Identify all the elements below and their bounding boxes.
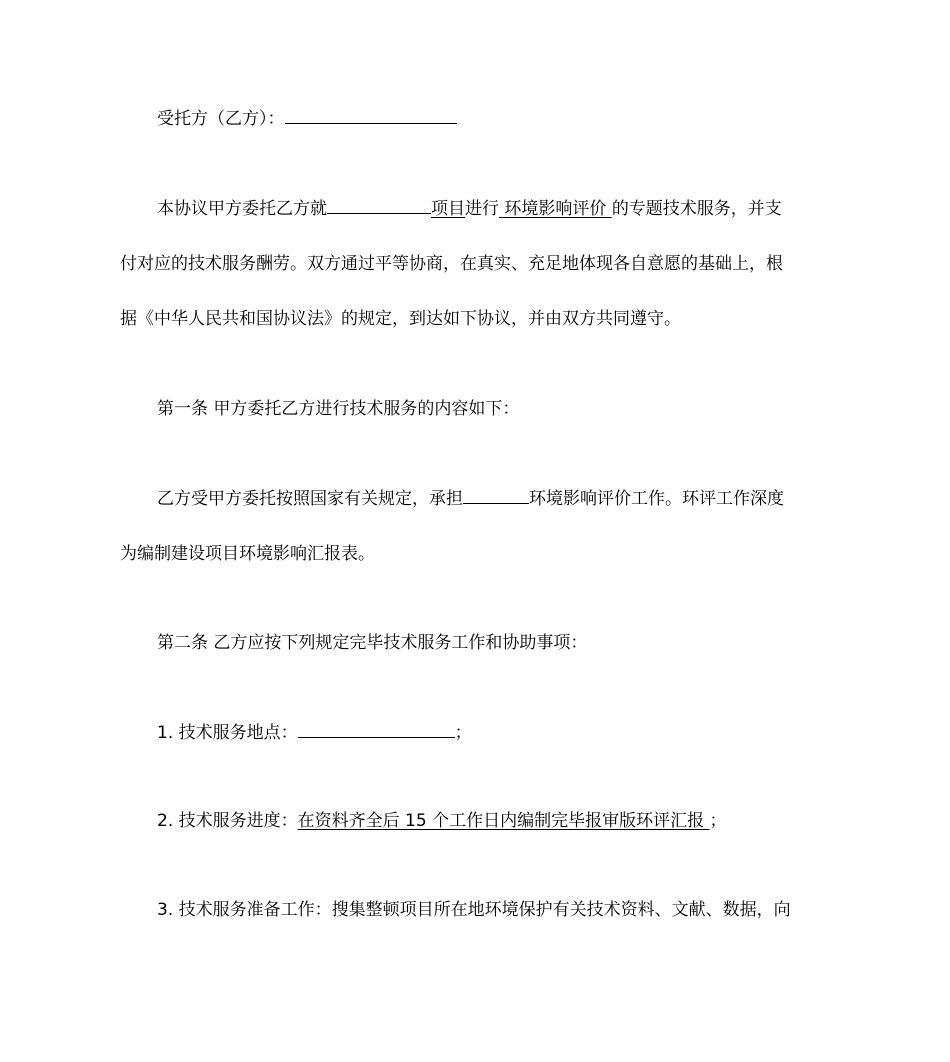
article1-body-b: 环境影响评价工作。环评工作深度 <box>529 489 784 509</box>
project-blank <box>327 196 431 214</box>
item1-end: ； <box>454 723 472 743</box>
topic-underlined: 环境影响评价 <box>499 199 612 219</box>
article1-title: 第一条 甲方委托乙方进行技术服务的内容如下： <box>157 399 520 419</box>
intro-line-1 <box>157 196 869 221</box>
party-b-blank <box>285 106 457 124</box>
intro-line-2: 付对应的技术服务酬劳。双方通过平等协商，在真实、充足地体现各自意愿的基础上，根 <box>120 254 783 274</box>
article2-item-3: 3. 技术服务准备工作：搜集整顿项目所在地环境保护有关技术资料、文献、数据，向 <box>157 900 791 920</box>
item2-label: 2. 技术服务进度： <box>157 811 298 831</box>
article1-body-line-1 <box>157 486 869 511</box>
intro-text-a: 本协议甲方委托乙方就 <box>157 199 327 219</box>
party-b-line <box>157 106 869 131</box>
article1-blank <box>463 486 529 504</box>
intro-text-b: 进行 <box>465 199 499 219</box>
project-word: 项目 <box>431 199 465 219</box>
article1-body-a: 乙方受甲方委托按照国家有关规定，承担 <box>157 489 463 509</box>
intro-text-c: 的专题技术服务，并支 <box>611 199 782 219</box>
party-b-label: 受托方（乙方）： <box>157 109 285 129</box>
item1-label: 1. 技术服务地点： <box>157 723 298 743</box>
item2-end: ； <box>709 811 727 831</box>
item2-value: 在资料齐全后 15 个工作日内编制完毕报审版环评汇报 <box>297 811 710 831</box>
article2-title: 第二条 乙方应按下列规定完毕技术服务工作和协助事项： <box>157 633 588 653</box>
article2-item-1 <box>157 720 869 745</box>
item1-blank <box>298 720 455 738</box>
intro-line-3: 据《中华人民共和国协议法》的规定，到达如下协议，并由双方共同遵守。 <box>120 309 681 329</box>
article1-body-line-2: 为编制建设项目环境影响汇报表。 <box>120 544 375 564</box>
article2-item-2 <box>157 809 869 833</box>
